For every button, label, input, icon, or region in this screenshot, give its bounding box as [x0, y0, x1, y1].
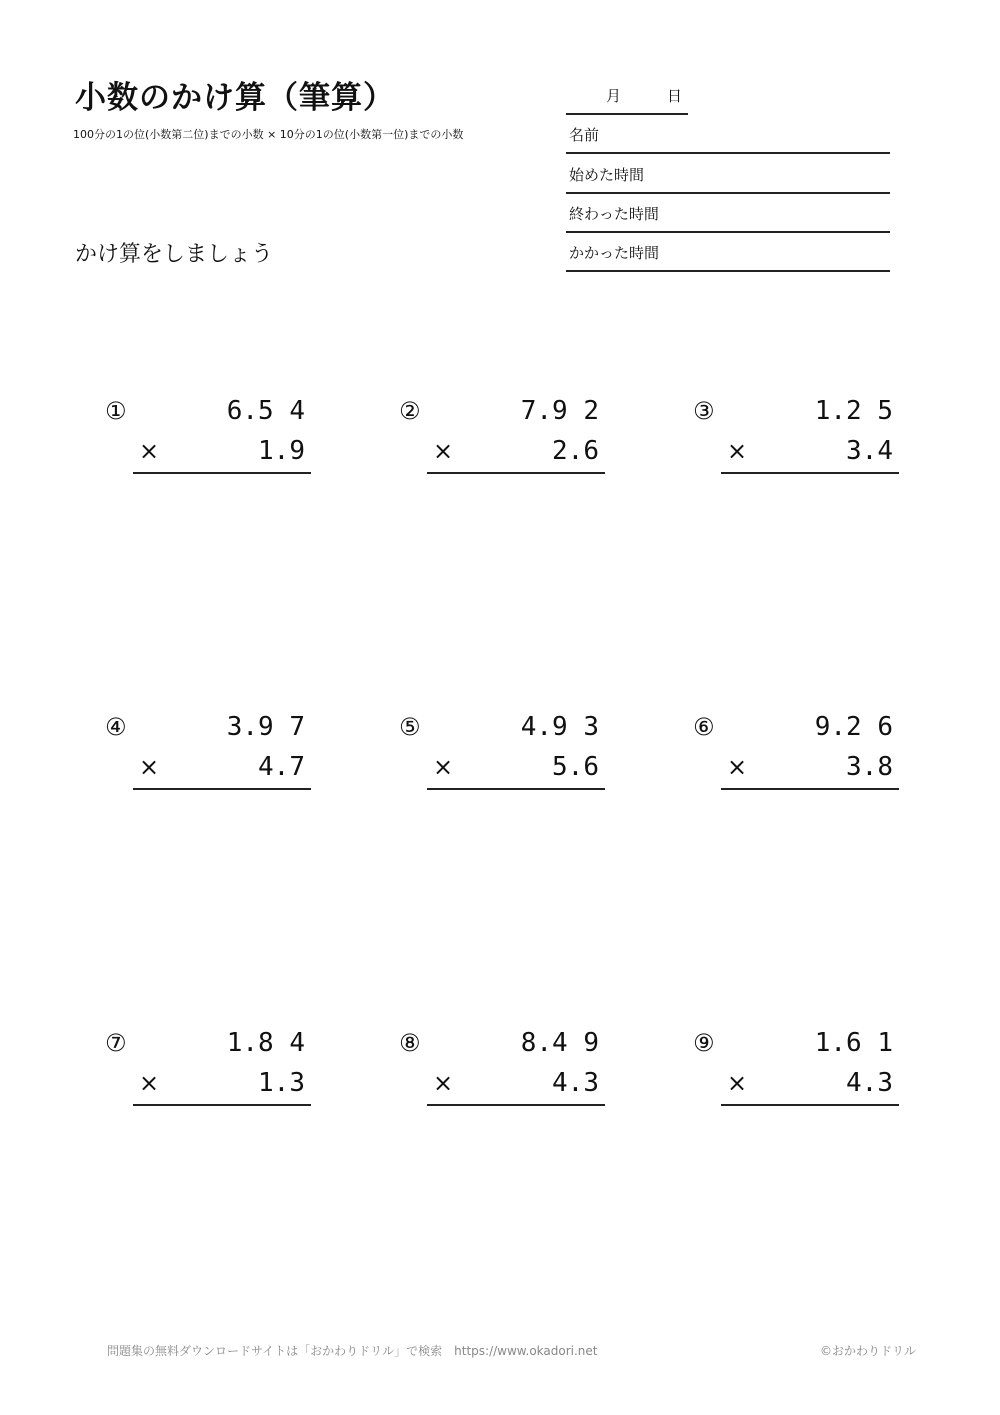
- problem-4: [105, 712, 305, 802]
- page-title: 小数のかけ算（筆算）: [75, 80, 395, 116]
- times-sign: ×: [727, 753, 748, 781]
- multiplicand: 9.2 6: [814, 712, 893, 742]
- problem-number: ②: [399, 397, 421, 425]
- problem-3: [693, 396, 893, 486]
- problem-6: [693, 712, 893, 802]
- answer-line: [721, 1104, 899, 1106]
- times-sign: ×: [727, 1069, 748, 1097]
- problem-number: ③: [693, 397, 715, 425]
- problem-number: ⑨: [693, 1029, 715, 1057]
- problem-number: ⑦: [105, 1029, 127, 1057]
- multiplier: 4.3: [846, 1068, 893, 1098]
- problem-number: ⑥: [693, 713, 715, 741]
- date-field: [566, 82, 688, 115]
- answer-line: [427, 788, 605, 790]
- multiplier: 2.6: [552, 436, 599, 466]
- multiplier: 4.3: [552, 1068, 599, 1098]
- month-label: 月: [606, 87, 622, 105]
- multiplier: 1.3: [258, 1068, 305, 1098]
- answer-line: [721, 788, 899, 790]
- times-sign: ×: [727, 437, 748, 465]
- name-field: [566, 114, 890, 154]
- multiplier: 1.9: [258, 436, 305, 466]
- problem-8: [399, 1028, 599, 1118]
- multiplicand: 7.9 2: [520, 396, 599, 426]
- start-time-field: [566, 154, 890, 194]
- times-sign: ×: [139, 437, 160, 465]
- day-label: 日: [667, 87, 683, 105]
- problem-1: [105, 396, 305, 486]
- end-time-field: [566, 193, 890, 233]
- multiplier: 4.7: [258, 752, 305, 782]
- answer-line: [133, 788, 311, 790]
- footer-site-text: 問題集の無料ダウンロードサイトは「おかわりドリル」で検索 https://www.okadori.net: [107, 1344, 598, 1358]
- multiplicand: 6.5 4: [226, 396, 305, 426]
- problem-7: [105, 1028, 305, 1118]
- times-sign: ×: [139, 1069, 160, 1097]
- multiplier: 5.6: [552, 752, 599, 782]
- problem-number: ⑤: [399, 713, 421, 741]
- times-sign: ×: [139, 753, 160, 781]
- end-time-label: 終わった時間: [569, 205, 659, 223]
- answer-line: [721, 472, 899, 474]
- multiplier: 3.4: [846, 436, 893, 466]
- multiplier: 3.8: [846, 752, 893, 782]
- instruction-text: かけ算をしましょう: [75, 242, 274, 267]
- multiplicand: 3.9 7: [226, 712, 305, 742]
- multiplicand: 8.4 9: [520, 1028, 599, 1058]
- start-time-label: 始めた時間: [569, 166, 645, 184]
- elapsed-time-label: かかった時間: [569, 244, 660, 262]
- problem-number: ①: [105, 397, 127, 425]
- problem-5: [399, 712, 599, 802]
- page-subtitle: 100分の1の位(小数第二位)までの小数 × 10分の1の位(小数第一位)までの小数: [73, 128, 464, 141]
- multiplicand: 1.2 5: [814, 396, 893, 426]
- times-sign: ×: [433, 1069, 454, 1097]
- answer-line: [133, 472, 311, 474]
- times-sign: ×: [433, 437, 454, 465]
- footer-copyright: ©おかわりドリル: [819, 1344, 916, 1358]
- multiplicand: 1.8 4: [226, 1028, 305, 1058]
- problem-number: ⑧: [399, 1029, 421, 1057]
- problem-9: [693, 1028, 893, 1118]
- answer-line: [427, 472, 605, 474]
- times-sign: ×: [433, 753, 454, 781]
- multiplicand: 1.6 1: [814, 1028, 893, 1058]
- problem-number: ④: [105, 713, 127, 741]
- answer-line: [133, 1104, 311, 1106]
- multiplicand: 4.9 3: [520, 712, 599, 742]
- elapsed-time-field: [566, 232, 890, 272]
- problem-2: [399, 396, 599, 486]
- answer-line: [427, 1104, 605, 1106]
- name-label: 名前: [569, 126, 600, 144]
